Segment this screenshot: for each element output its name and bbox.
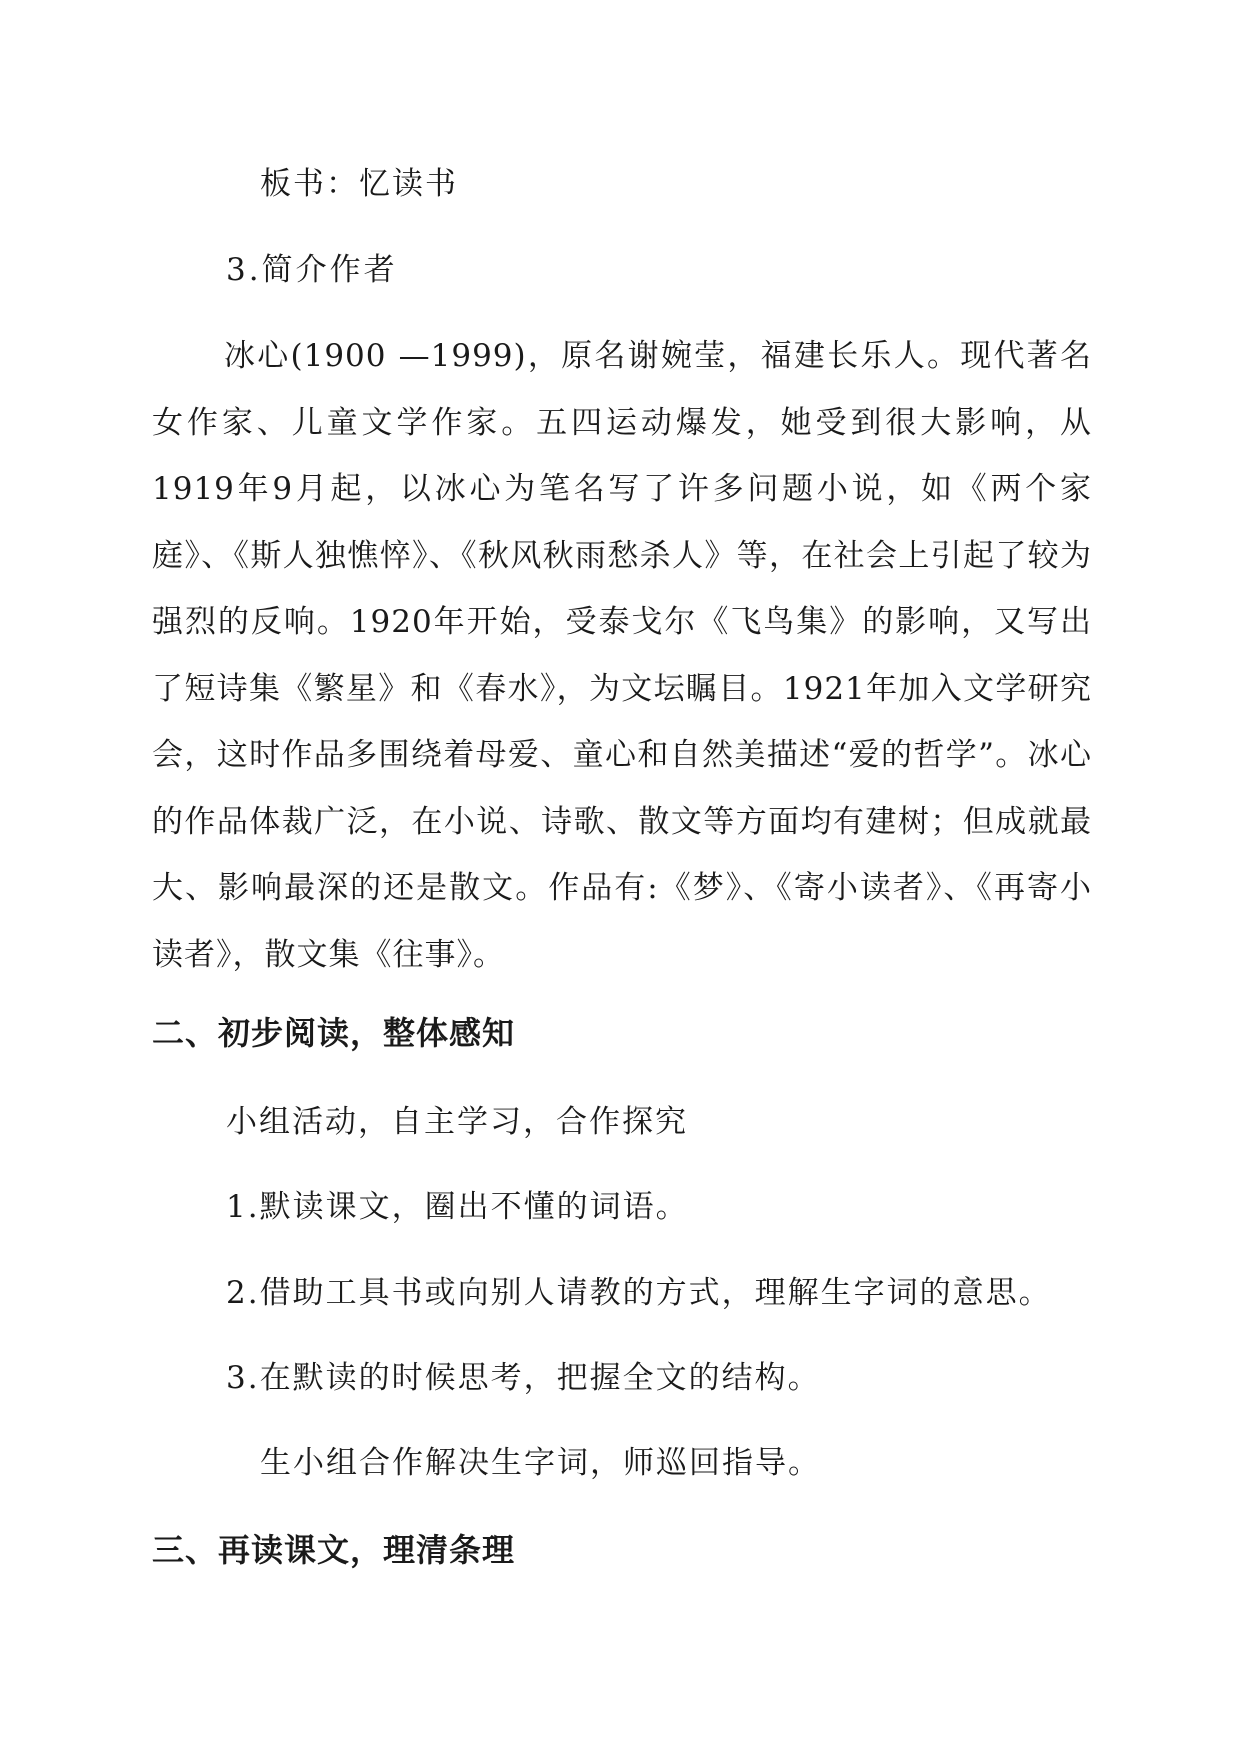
group-activity-line: 小组活动，自主学习，合作探究 (226, 1104, 688, 1140)
teacher-note: 生小组合作解决生字词，师巡回指导。 (260, 1445, 821, 1481)
board-note: 板书：忆读书 (260, 166, 458, 202)
step-2: 2.借助工具书或向别人请教的方式，理解生字词的意思。 (226, 1275, 1052, 1311)
step-1: 1.默读课文，圈出不懂的词语。 (226, 1189, 689, 1225)
author-biography-paragraph: 冰心(1900 —1999)，原名谢婉莹，福建长乐人。现代著名女作家、儿童文学作家。五四运动爆发，她受到很大影响，从1919年9月起，以冰心为笔名写了许多问题小说，如《两个家庭》、《斯人独憔悴》、《秋风秋雨愁杀人》等，在社会上引起了较为强烈的反响。1920年开始，受泰戈尔《飞鸟集》的影响，又写出了短诗集《繁星》和《春水》，为文坛瞩目。1921年加入文学研究会，这时作品多围绕着母爱、童心和自然美描述“爱的哲学”。冰心的作品体裁广泛，在小说、诗歌、散文等方面均有建树；但成就最大、影响最深的还是散文。作品有:《梦》、《寄小读者》、《再寄小读者》，散文集《往事》。 (152, 338, 1092, 973)
section-two-heading: 二、初步阅读，整体感知 (152, 1014, 516, 1052)
step-3: 3.在默读的时候思考，把握全文的结构。 (226, 1360, 821, 1396)
section-three-heading: 三、再读课文，理清条理 (152, 1531, 516, 1569)
author-intro-label: 3.简介作者 (226, 252, 398, 288)
